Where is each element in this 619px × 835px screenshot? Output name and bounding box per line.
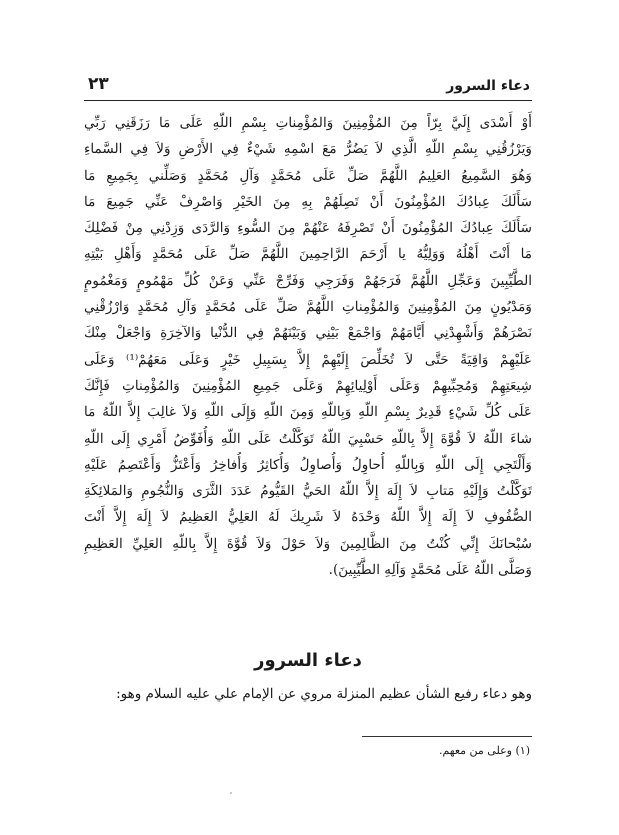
text-line: نَصْرَهُمْ وَأَشْهِدْنِي أَيَّامَهُمْ وَاجْمَعْ بَيْنِي وَبَيْنَهُمْ فِي الدُّنْيا وَالآخِرَةِ وَاجْعَلْ مِنْكَ [84,325,532,342]
text-line: سُبْحانَكَ إِنِّي كُنْتُ مِنَ الظَّالِمِينَ وَلاَ حَوْلَ وَلاَ قُوَّةَ إِلاَّ بِاللّهِ العَلِيِّ العَظِيمِ [84,535,532,552]
running-title: دعاء السرور [446,78,530,94]
text-line: شِيعَتِهِمْ وَمُحِبِّيهِمْ وَعَلَى أَوْلِيائِهِمْ وَعَلَى جَمِيعِ المُؤْمِنِينَ وَالمُؤْمِناتِ فَإِنَّكَ [84,377,532,394]
text-line: وَأَلْتَجِي إِلَى اللّهِ وَبِاللّهِ أُحاوِلُ وَأُصاوِلُ وَأُكاثِرُ وَأُفاخِرُ وَأَعْتَزُّ وَأَعْتَصِمُ عَلَيْهِ [84,456,532,473]
text-line: تَوَكَّلْتُ وَإِلَيْهِ مَتابِ لاَ إِلَهَ إِلاَّ اللّهُ الحَيُّ القَيُّومُ عَدَدَ الثَّرَى وَالنُّجُومِ وَالمَلائِكَةِ [84,483,532,500]
text-line: وَصَلَّى اللّهُ عَلَى مُحَمَّدٍ وَآلِهِ الطَّيِّبِينَ). [328,562,532,579]
text-line: وَهُوَ السَّمِيعُ العَلِيمُ اللَّهُمَّ صَلِّ عَلَى مُحَمَّدٍ وَآلِ مُحَمَّدٍ وَصَلِّني بِجَمِيعِ مَا [84,167,532,184]
text-line: وَيَرْزُقُنِي بِسْمِ اللّهِ الَّذِي لاَ يَضُرُّ مَعَ اسْمِهِ شَيْءٌ فِي الأَرْضِ وَلاَ فِي السَّماءِ [84,141,532,158]
text-line: وَمَدْيُونٍ مِنَ المُؤْمِنِينَ وَالمُؤْمِناتِ اللَّهُمَّ صَلِّ عَلَى مُحَمَّدٍ وَآلِ مُحَمَّدٍ وَارْزُقْنِي [84,299,532,316]
page-number: ٢٣ [88,74,109,94]
text-line: أَوْ أَسْدَى إِلَيَّ بِرّاً مِنَ المُؤْمِنِينَ وَالمُؤْمِناتِ بِسْمِ اللّهِ عَلَى مَا رَزَقَنِي رَبِّي [84,115,532,131]
text-line: سَأَلَكَ عِبادُكَ المُؤْمِنُونَ أَنْ تَصْرِفَهُ عَنْهُمْ مِنَ السُّوءِ وَالرَّدَى وَزِدْنِي مِنْ فَضْلِكَ [84,220,532,237]
prayer-text [84,110,532,583]
text-line: عَلَى كُلِّ شَيْءٍ قَدِيرٌ بِسْمِ اللّهِ وَبِاللّهِ وَمِنَ اللّهِ وَإِلَى اللّهِ وَلاَ غالِبَ إِلاَّ اللّهُ مَا [84,404,532,421]
text-line: عَلَيْهِمْ وَاقِيَةً حَتَّى لاَ تُخَلِّصَ إِلَيْهِمْ إِلاَّ بِسَبِيلِ خَيْرٍ وَعَلَى مَعَهُمْ⁽¹⁾ وَعَلَى [84,351,532,368]
text-line: الطَّيِّبِينَ وَعَجِّلِ اللَّهُمَّ فَرَجَهُمْ وَفَرَجِي وَفَرِّجْ عَنِّي وَعَنْ كُلِّ مَهْمُومٍ وَمَغْمُومٍ [84,272,532,289]
text-line: شاءَ اللّهُ لاَ قُوَّةَ إِلاَّ بِاللّهِ حَسْبِيَ اللّهُ تَوَكَّلْتُ عَلَى اللّهِ وَأُفَوِّضُ أَمْرِي إِلَى اللّهِ [84,430,532,447]
page-header [84,72,532,101]
text-line: الصُّفُوفِ لاَ إِلَهَ إِلاَّ اللّهُ وَحْدَهُ لاَ شَرِيكَ لَهُ العَلِيُّ العَظِيمُ لاَ إِلَهَ إِلاَّ أَنْتَ [84,509,532,526]
text-line: مَا أَنْتَ أَهْلُهُ وَوَلِيُّهُ يا أَرْحَمَ الرَّاحِمِينَ اللَّهُمَّ صَلِّ عَلَى مُحَمَّدٍ وَأَهْلِ بَيْتِهِ [84,246,532,263]
footnote-divider [362,736,532,737]
section-title: دعاء السرور [254,650,362,671]
text-line: سَأَلَكَ عِبادُكَ المُؤْمِنُونَ أَنْ تَصِلَهُمْ بِهِ مِنَ الخَيْرِ وَاصْرِفْ عَنِّي جَمِيعَ مَا [84,193,532,210]
print-speck [230,792,232,794]
section-intro: وهو دعاء رفيع الشأن عظيم المنزلة مروي عن الإمام علي عليه السلام وهو: [116,686,532,702]
footnote: (١) وعلى من معهم. [438,744,530,757]
